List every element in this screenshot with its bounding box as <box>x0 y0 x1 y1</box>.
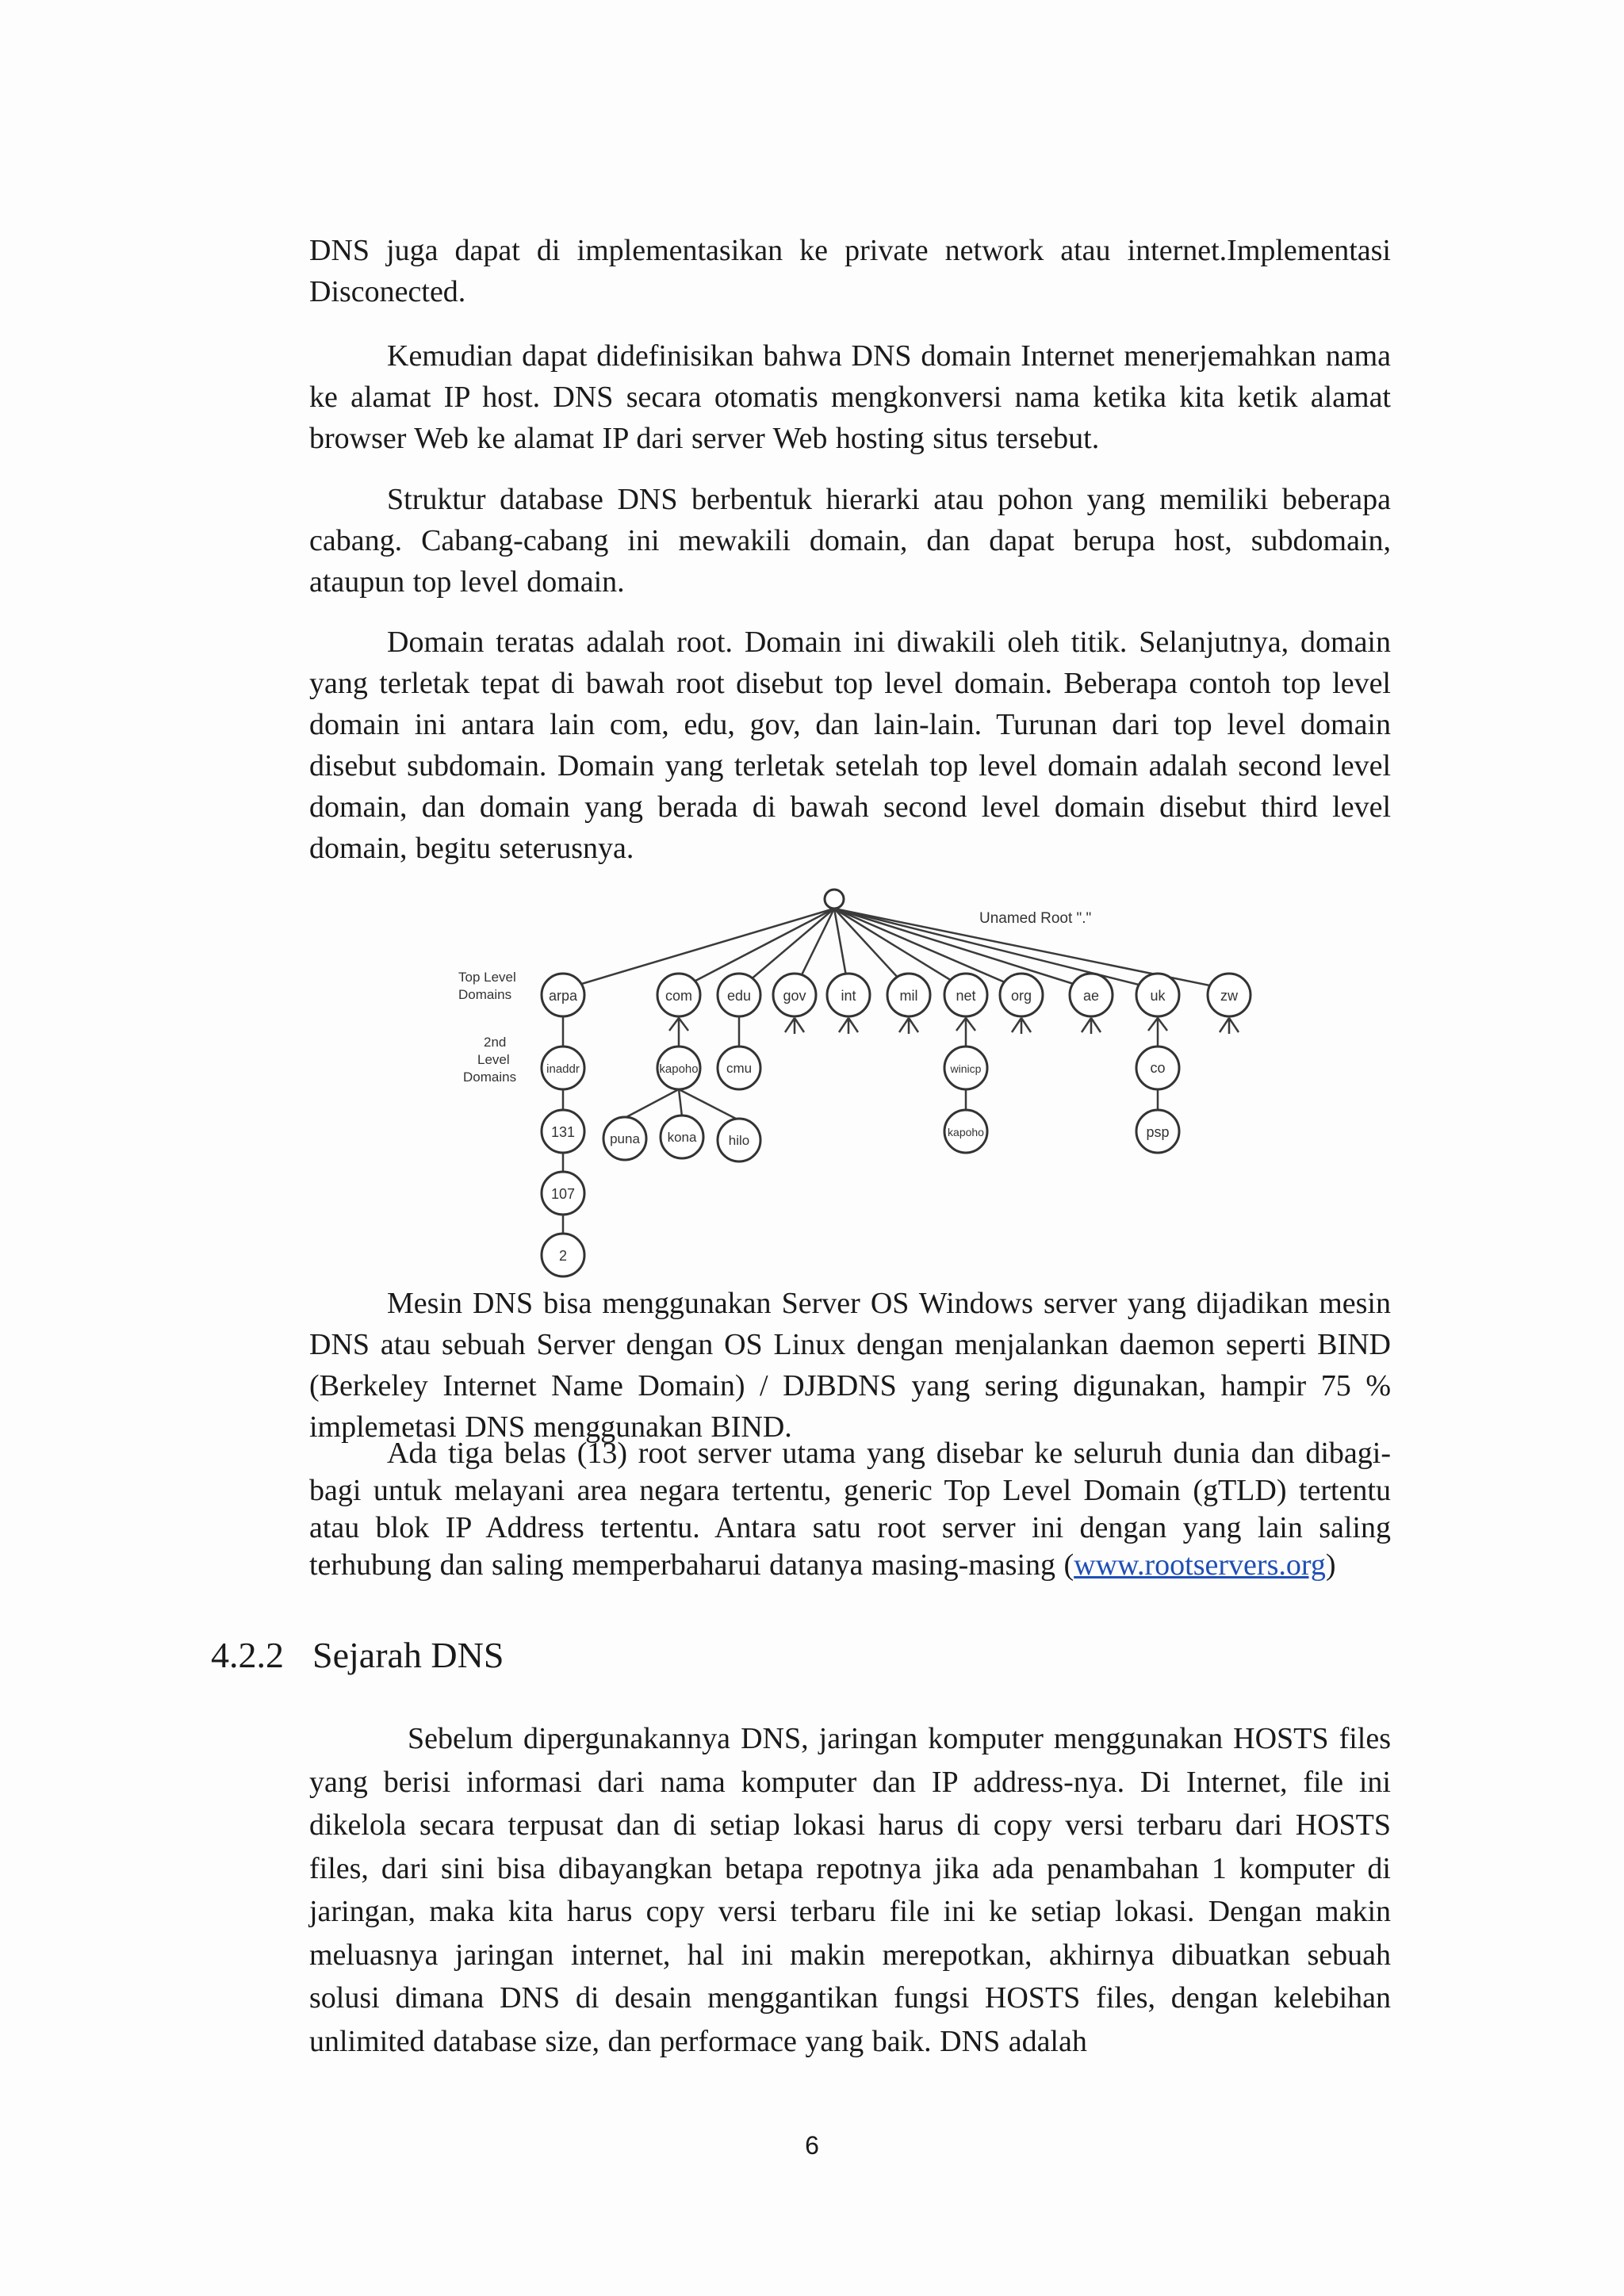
sld-caption-line2: Level <box>477 1052 510 1067</box>
label-puna: puna <box>610 1131 640 1146</box>
label-kapoho-net: kapoho <box>948 1126 984 1138</box>
label-kona: kona <box>667 1130 697 1145</box>
sld-label-inaddr: inaddr <box>546 1062 580 1076</box>
second-level-nodes <box>542 1047 1179 1089</box>
paragraph-dns-implementation: DNS juga dapat di implementasikan ke private network atau internet.Implementasi Disconected. <box>309 234 1391 308</box>
paragraph-dns-machine: Mesin DNS bisa menggunakan Server OS Windows server yang dijadikan mesin DNS atau sebuah Server dengan OS Linux dengan menjalankan daemon seperti BIND (Berkeley Internet Name Domain) / DJBDNS yang sering digunakan, hampir 75 % implemetasi DNS menggunakan BIND. <box>309 1287 1391 1444</box>
paragraph-root-servers <box>309 1435 1391 1584</box>
third-level-nodes <box>542 1110 1179 1161</box>
root-servers-close-paren: ) <box>1325 1548 1336 1582</box>
tld-label-net: net <box>956 988 976 1004</box>
tld-label-com: com <box>665 988 693 1004</box>
section-heading <box>211 1632 504 1679</box>
tld-nodes <box>542 974 1251 1016</box>
tld-label-gov: gov <box>783 988 806 1004</box>
tld-stub-fans <box>669 1018 1239 1034</box>
section-title: Sejarah DNS <box>312 1635 504 1675</box>
paragraph-dns-domains: Domain teratas adalah root. Domain ini diwakili oleh titik. Selanjutnya, domain yang terletak tepat di bawah root disebut top level domain. Beberapa contoh top level domain ini antara lain com, edu, gov, dan lain-lain. Turunan dari top level domain disebut subdomain. Domain yang terletak setelah top level domain adalah second level domain, dan domain yang berada di bawah second level domain disebut third level domain, begitu seterusnya. <box>309 626 1391 865</box>
sld-caption-line1: 2nd <box>484 1035 507 1050</box>
label-131: 131 <box>550 1124 576 1140</box>
tld-label-uk: uk <box>1150 988 1166 1004</box>
rootservers-link[interactable]: www.rootservers.org <box>1074 1548 1326 1582</box>
sld-label-cmu: cmu <box>726 1061 753 1076</box>
paragraph-dns-structure: Struktur database DNS berbentuk hierarki atau pohon yang memiliki beberapa cabang. Cabang-cabang ini mewakili domain, dan dapat berupa host, subdomain, ataupun top level domain. <box>309 483 1391 599</box>
second-level-edges <box>563 1016 1158 1047</box>
label-107: 107 <box>550 1186 576 1202</box>
paragraph-dns-definition: Kemudian dapat didefinisikan bahwa DNS domain Internet menerjemahkan nama ke alamat IP host. DNS secara otomatis mengkonversi nama ketika kita ketik alamat browser Web ke alamat IP dari server Web hosting situs tersebut. <box>309 339 1391 455</box>
sld-caption-line3: Domains <box>463 1070 517 1085</box>
paragraph-dns-history: Sebelum dipergunakannya DNS, jaringan komputer menggunakan HOSTS files yang berisi informasi dari nama komputer dan IP address-nya. Di Internet, file ini dikelola secara terpusat dan di setiap lokasi harus di copy versi terbaru dari HOSTS files, dari sini bisa dibayangkan betapa repotnya jika ada penambahan 1 komputer di jaringan, maka kita harus copy versi terbaru file ini ke setiap lokasi. Dengan makin meluasnya jaringan internet, hal ini makin merepotkan, akhirnya dibuatkan sebuah solusi dimana DNS di desain menggantikan fungsi HOSTS files, dengan kelebihan unlimited database size, dan performace yang baik. DNS adalah <box>309 1722 1391 2058</box>
root-label: Unamed Root "." <box>979 910 1092 927</box>
tld-caption-line2: Domains <box>458 987 512 1002</box>
tld-caption-line1: Top Level <box>458 970 516 985</box>
label-psp: psp <box>1146 1124 1170 1140</box>
tld-label-arpa: arpa <box>548 988 578 1004</box>
tld-label-zw: zw <box>1220 988 1238 1004</box>
root-node <box>825 890 844 909</box>
label-hilo: hilo <box>728 1133 750 1148</box>
tld-label-mil: mil <box>899 988 918 1004</box>
sld-label-kapoho: kapoho <box>659 1062 699 1076</box>
tld-label-int: int <box>841 988 856 1004</box>
page-number: 6 <box>805 2131 819 2160</box>
third-level-edges <box>563 1089 1158 1119</box>
sld-label-winicp: winicp <box>950 1062 982 1075</box>
tld-label-edu: edu <box>726 988 752 1004</box>
tld-label-ae: ae <box>1082 988 1100 1004</box>
root-servers-text: Ada tiga belas (13) root server utama yang disebar ke seluruh dunia dan dibagi-bagi untuk melayani area negara tertentu, generic Top Level Domain (gTLD) tertentu atau blok IP Address tertentu. Antara satu root server ini dengan yang lain saling terhubung dan saling memperbaharui datanya masing-masing ( <box>309 1437 1391 1582</box>
dns-hierarchy-diagram <box>452 888 1269 1284</box>
section-number: 4.2.2 <box>211 1635 284 1675</box>
tld-label-org: org <box>1010 988 1032 1004</box>
arpa-deeper-chain <box>542 1153 584 1276</box>
label-2: 2 <box>558 1248 568 1264</box>
sld-label-co: co <box>1150 1060 1166 1076</box>
